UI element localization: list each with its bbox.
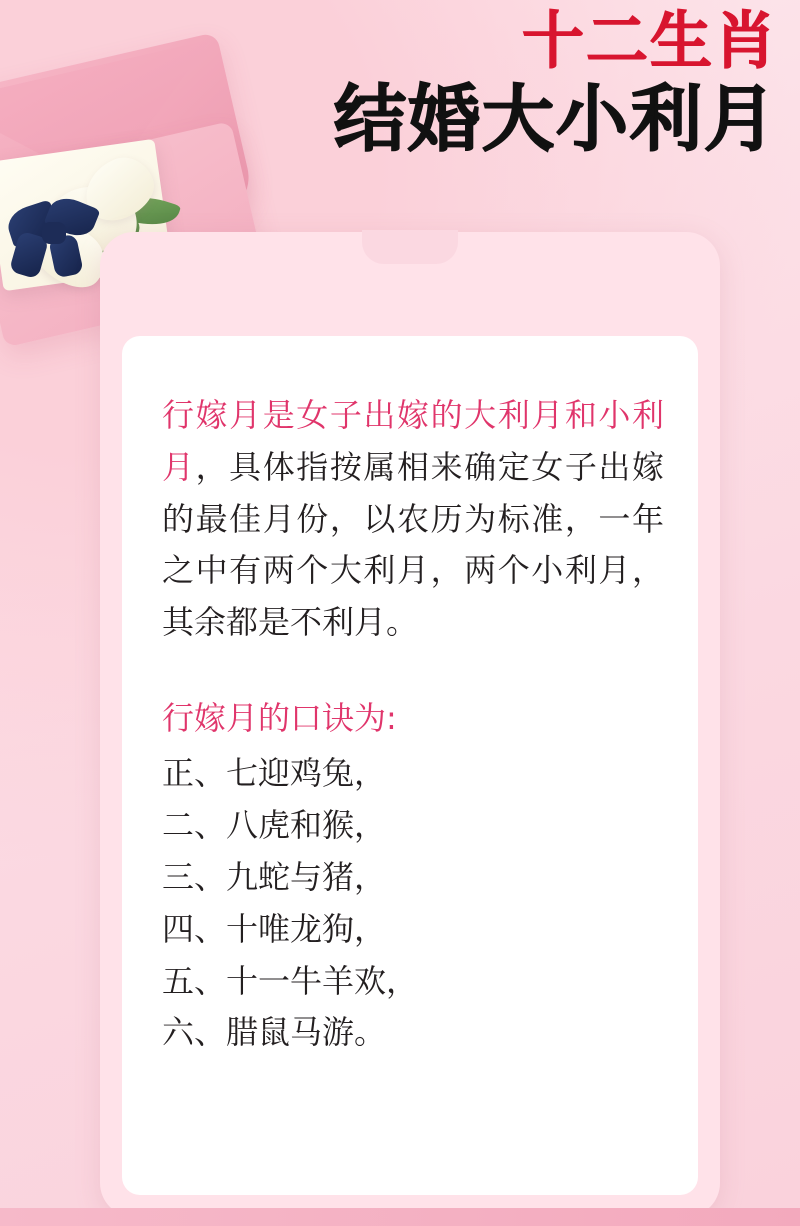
intro-highlight: 行嫁月是女子出嫁的大利月和小利月 bbox=[162, 396, 664, 486]
headline-line-1: 十二生肖 bbox=[521, 4, 778, 77]
intro-rest: ，具体指按属相来确定女子出嫁的最佳月份，以农历为标准，一年之中有两个大利月，两个小利月，其余都是不利月。 bbox=[162, 447, 664, 642]
verse-line: 正、七迎鸡兔， bbox=[162, 754, 387, 793]
content-card-frame bbox=[100, 232, 720, 1217]
content-card bbox=[100, 232, 720, 1217]
verse-line: 三、九蛇与猪， bbox=[162, 857, 387, 896]
headline-line-2: 结婚大小利月 bbox=[333, 76, 778, 161]
poster-headline bbox=[218, 4, 778, 161]
verse-line: 六、腊鼠马游。 bbox=[162, 1013, 387, 1052]
intro-paragraph bbox=[162, 390, 664, 649]
bottom-accent-bar bbox=[0, 1208, 800, 1226]
content-card-surface bbox=[122, 336, 698, 1195]
card-notch bbox=[362, 230, 458, 264]
verse-line: 四、十唯龙狗， bbox=[162, 909, 387, 948]
card-content bbox=[162, 390, 664, 1059]
verse-title: 行嫁月的口诀为: bbox=[162, 699, 397, 738]
verse-line: 二、八虎和猴， bbox=[162, 806, 387, 845]
verse-line: 五、十一牛羊欢， bbox=[162, 961, 419, 1000]
ribbon-bow-icon bbox=[8, 198, 104, 272]
